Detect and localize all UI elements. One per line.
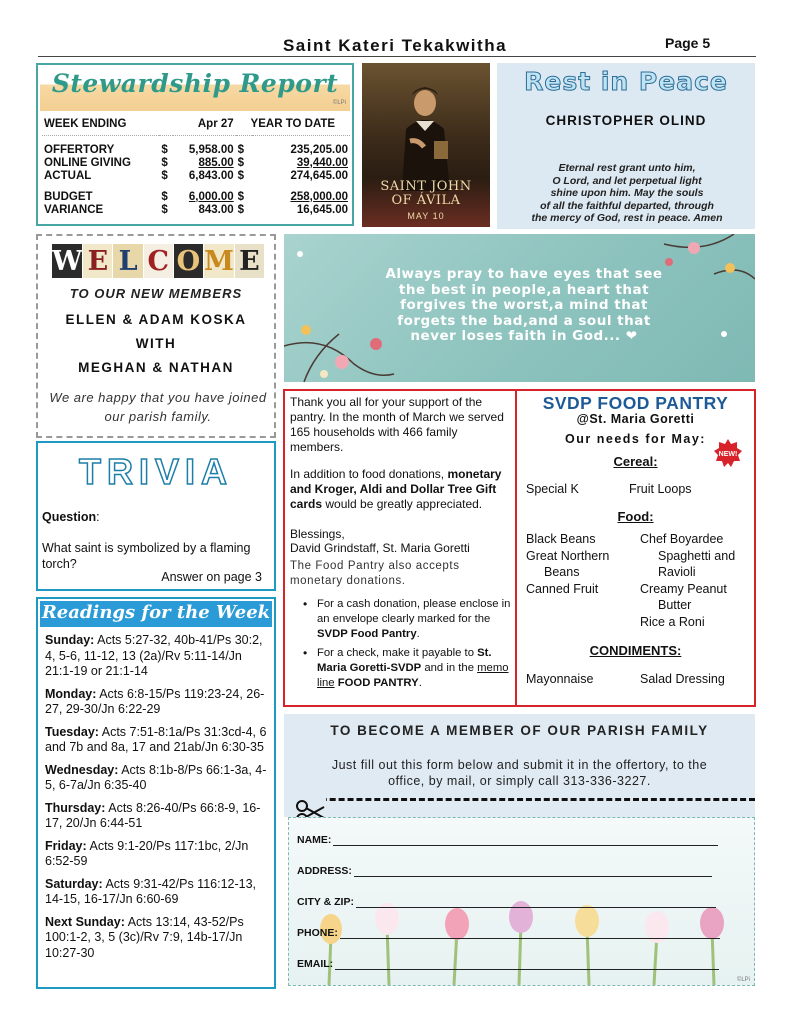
quote-line: the best in people,a heart that (398, 281, 650, 298)
list-item (45, 725, 271, 756)
food-item: Rice a Roni (640, 614, 705, 629)
reading-day: Friday: (45, 838, 87, 853)
trivia-question-label: Question: (42, 510, 100, 524)
pantry-thank-you (283, 389, 515, 707)
readings-banner (40, 601, 272, 627)
food-list-right (640, 531, 735, 630)
pantry-gift-card-paragraph (290, 467, 514, 512)
saint-john-of-avila-image (362, 63, 490, 227)
phone-field-label: PHONE: (297, 927, 338, 939)
list-item (45, 915, 271, 962)
trivia-answer-note: Answer on page 3 (161, 570, 262, 584)
bullet-text (317, 597, 513, 642)
membership-title: TO BECOME A MEMBER OF OUR PARISH FAMILY (330, 723, 709, 738)
address-field-label: ADDRESS: (297, 865, 352, 877)
page-number: Page 5 (665, 35, 711, 51)
pantry-monetary-note: The Food Pantry also accepts monetary donations. (290, 560, 460, 587)
page-header-title: Saint Kateri Tekakwitha (282, 36, 508, 55)
row-label: VARIANCE (44, 203, 104, 216)
svdp-food-pantry (515, 389, 756, 707)
reading-text: Acts 13:14, 43-52/Ps 100:1-2, 3, 5 (3c)/Rv 7:9, 14b-17/Jn 10:27-30 (45, 914, 244, 960)
name-field-label: NAME: (297, 834, 332, 846)
prayer-line: shine upon him. May the souls (550, 187, 704, 199)
food-item: Ravioli (658, 565, 696, 579)
ytd-value: 16,645.00 (296, 203, 348, 216)
reading-day: Thursday: (45, 800, 106, 815)
row-label: BUDGET (44, 190, 93, 203)
food-item: Creamy Peanut (640, 581, 727, 596)
list-item (45, 839, 271, 870)
cereal-heading: Cereal: (613, 454, 658, 469)
address-field-row (297, 865, 712, 877)
text-span: For a check, make it payable to (317, 647, 478, 659)
list-item (45, 877, 271, 908)
quote-line: forgets the bad,and a soul that (397, 312, 651, 329)
food-item: Chef Boyardee (640, 532, 724, 546)
pantry-needs-heading: Our needs for May: (565, 432, 706, 446)
reading-day: Monday: (45, 686, 97, 701)
cereal-item: Special K (526, 482, 579, 496)
list-item (45, 801, 271, 832)
cereal-item: Fruit Loops (629, 482, 692, 496)
table-row (42, 190, 350, 203)
list-item (303, 597, 513, 642)
welcome-letters (52, 244, 264, 278)
currency-sign: $ (161, 203, 168, 216)
text-underline: memo line (317, 662, 509, 689)
week-value: 6,843.00 (188, 169, 234, 182)
saint-feast-date: MAY 10 (407, 211, 445, 221)
ytd-value: 39,440.00 (296, 156, 348, 169)
stewardship-banner-title: Stewardship Report (51, 69, 339, 98)
currency-sign: $ (161, 169, 168, 182)
food-item: Spaghetti and (658, 548, 736, 563)
stewardship-banner (40, 67, 350, 111)
text-span: would be greatly appreciated. (322, 497, 483, 511)
col-ytd: YEAR TO DATE (236, 113, 350, 135)
membership-form-section (284, 714, 755, 986)
food-item: Butter (658, 598, 692, 612)
stewardship-report (36, 63, 354, 226)
food-item: Beans (544, 565, 580, 579)
text-span: . (418, 677, 422, 689)
list-item (45, 763, 271, 794)
prayer-line: O Lord, and let perpetual light (552, 174, 702, 187)
rest-in-peace-box (497, 63, 755, 229)
row-label: ONLINE GIVING (44, 156, 131, 169)
reading-day: Sunday: (45, 633, 95, 647)
email-field[interactable] (335, 958, 719, 970)
new-member-names: ELLEN & ADAM KOSKA (65, 312, 247, 327)
text-span: In addition to food donations, (290, 467, 448, 481)
text-span: and in the (421, 662, 478, 674)
table-row (42, 143, 350, 156)
pantry-location: @St. Maria Goretti (576, 412, 695, 426)
pantry-donation-bullets (303, 597, 513, 695)
welcome-letter: C (144, 244, 173, 278)
currency-sign: $ (237, 143, 245, 156)
prayer-line: Eternal rest grant unto him, (558, 162, 696, 174)
bullet-icon: • (303, 646, 308, 660)
week-value: 6,000.00 (188, 190, 234, 203)
currency-sign: $ (161, 156, 168, 169)
welcome-letter: O (174, 244, 203, 278)
address-field[interactable] (354, 865, 712, 877)
membership-form (288, 817, 755, 986)
text-bold: FOOD PANTRY (334, 677, 419, 689)
ytd-value: 274,645.00 (290, 169, 348, 182)
week-value: 843.00 (198, 203, 234, 216)
welcome-letter: L (113, 244, 142, 278)
welcome-letter: M (203, 245, 234, 277)
row-label: ACTUAL (44, 169, 92, 182)
condiments-heading: CONDIMENTS: (589, 643, 682, 658)
tulips-decoration-icon (289, 895, 755, 985)
food-item: Canned Fruit (526, 581, 599, 596)
rip-title: Rest in Peace (524, 67, 728, 96)
welcome-letter: E (83, 244, 112, 278)
city-zip-field-label: CITY & ZIP: (297, 896, 354, 908)
pantry-title: SVDP FOOD PANTRY (542, 393, 729, 413)
prayer-line-text: the mercy of God, rest in peace. (531, 212, 691, 224)
email-field-label: EMAIL: (297, 958, 334, 970)
row-label: OFFERTORY (44, 143, 115, 156)
reading-text: Acts 5:27-32, 40b-41/Ps 30:2, 4, 5-6, 11-12, 13 (2a)/Rv 5:11-14/Jn 21:1-19 or 21:1-14 (45, 633, 263, 678)
readings-banner-title: Readings for the Week (41, 602, 271, 623)
trivia-box (36, 441, 276, 591)
pantry-blessings: Blessings, (290, 527, 345, 541)
welcome-letter: E (235, 244, 264, 278)
list-item (45, 633, 271, 680)
readings-for-the-week (36, 597, 276, 989)
currency-sign: $ (237, 156, 245, 169)
table-row (42, 156, 350, 169)
condiment-item: Mayonnaise (526, 672, 594, 686)
membership-instructions: Just fill out this form below and submit it in the offertory, to the office, by mail, or simply call 313-336-3227. (331, 758, 708, 788)
question-label-text: Question (42, 510, 97, 524)
bullet-text (317, 646, 513, 691)
city-zip-field-row (297, 896, 716, 908)
header-divider (38, 56, 756, 57)
saint-name-line2: OF ÁVILA (391, 193, 461, 208)
trivia-title: TRIVIA (78, 451, 233, 492)
email-field-row (297, 958, 719, 970)
trivia-question: What saint is symbolized by a flaming torch? (42, 541, 251, 571)
saint-name-line1: SAINT JOHN (380, 179, 472, 194)
currency-sign: $ (237, 190, 245, 203)
text-span: . (416, 628, 420, 640)
week-value: 885.00 (198, 156, 234, 169)
reading-text: Acts 9:31-42/Ps 116:12-13, 14-15, 16-17/Jn 6:60-69 (45, 876, 257, 906)
lpi-credit: ©LPi (736, 977, 750, 983)
welcome-new-members (36, 234, 276, 438)
amen: Amen (693, 212, 723, 224)
eternal-rest-prayer (511, 162, 743, 225)
new-member-with: WITH (135, 336, 177, 351)
lpi-credit: ©LPi (332, 100, 346, 106)
condiment-item: Salad Dressing (640, 672, 725, 686)
table-row (42, 169, 350, 182)
quote-text (314, 267, 734, 345)
text-bold: monetary and Kroger, Aldi and Dollar Tree Gift cards (290, 467, 502, 511)
currency-sign: $ (237, 203, 245, 216)
list-item (45, 687, 271, 718)
pantry-thanks-paragraph: Thank you all for your support of the pantry. In the month of March we served 165 households with 466 family members. (290, 395, 504, 454)
food-heading: Food: (617, 509, 654, 524)
currency-sign: $ (161, 190, 168, 203)
membership-header (284, 714, 755, 817)
stewardship-table (42, 113, 350, 216)
readings-list (45, 633, 271, 968)
name-field-row (297, 834, 718, 846)
bullet-icon: • (303, 597, 308, 611)
prayer-line: of all the faithful departed, through (540, 199, 714, 212)
phone-field-row (297, 927, 720, 939)
new-member-names: MEGHAN & NATHAN (78, 360, 234, 375)
cut-line (294, 798, 755, 801)
pantry-signature: David Grindstaff, St. Maria Goretti (290, 541, 470, 555)
welcome-message: We are happy that you have joined our parish family. (49, 390, 267, 424)
quote-line: forgives the worst,a mind that (400, 297, 648, 313)
reading-day: Wednesday: (45, 762, 119, 777)
text-bold: St. Maria Goretti-SVDP (317, 647, 492, 674)
quote-line: Always pray to have eyes that see (385, 266, 663, 282)
name-field[interactable] (333, 834, 718, 846)
prayer-line (511, 212, 743, 225)
reading-day: Saturday: (45, 876, 103, 891)
welcome-letter: W (52, 245, 83, 277)
quote-line: never loses faith in God... ❤ (410, 328, 638, 344)
reading-text: Acts 8:26-40/Ps 66:8-9, 16-17, 20/Jn 6:44-51 (45, 800, 261, 830)
prayer-quote-image (284, 234, 755, 382)
saint-figure-icon (390, 81, 460, 191)
food-list-left (526, 531, 609, 597)
food-item: Great Northern (526, 548, 610, 563)
reading-day: Tuesday: (45, 724, 99, 739)
text-span: For a cash donation, please enclose in an envelope clearly marked for the (317, 598, 511, 625)
text-bold: SVDP Food Pantry (317, 628, 417, 640)
badge-text: NEW! (718, 451, 738, 458)
food-item: Black Beans (526, 532, 596, 546)
currency-sign: $ (161, 143, 168, 156)
phone-field[interactable] (340, 927, 720, 939)
col-week-date: Apr 27 (173, 113, 236, 135)
currency-sign: $ (237, 169, 245, 182)
reading-text: Acts 9:1-20/Ps 117:1bc, 2/Jn 6:52-59 (45, 838, 249, 868)
reading-text: Acts 8:1b-8/Ps 66:1-3a, 4-5, 6-7a/Jn 6:35-40 (45, 762, 267, 792)
week-value: 5,958.00 (188, 143, 234, 156)
saint-name (362, 180, 490, 208)
reading-day: Next Sunday: (45, 914, 125, 929)
city-zip-field[interactable] (356, 896, 716, 908)
reading-text: Acts 7:51-8:1a/Ps 31:3cd-4, 6 and 7b and 8a, 17 and 21ab/Jn 6:30-35 (45, 724, 267, 754)
col-week-ending: WEEK ENDING (42, 113, 159, 135)
table-row (42, 203, 350, 216)
deceased-name: CHRISTOPHER OLIND (545, 113, 707, 128)
list-item (303, 646, 513, 691)
ytd-value: 235,205.00 (290, 143, 348, 156)
ytd-value: 258,000.00 (290, 190, 348, 203)
reading-text: Acts 6:8-15/Ps 119:23-24, 26-27, 29-30/Jn 6:22-29 (45, 686, 265, 716)
welcome-subtitle: TO OUR NEW MEMBERS (69, 286, 243, 301)
